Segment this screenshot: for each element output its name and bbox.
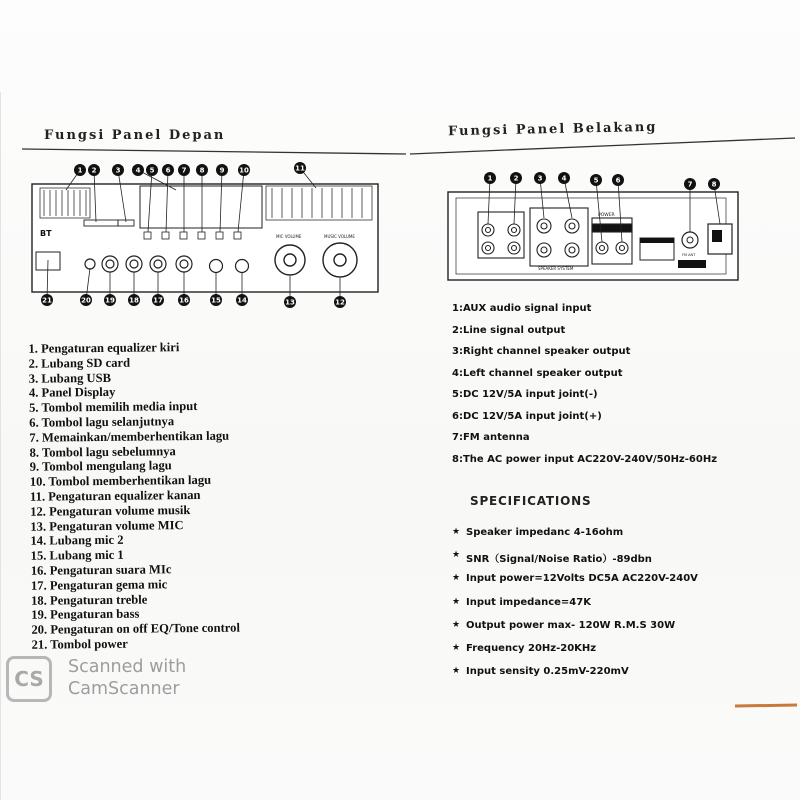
back-panel-diagram [442,168,782,298]
watermark-line-2: CamScanner [68,679,180,699]
mic-volume-label: MIC VOLUME [276,234,302,239]
back-legend-item: 6:DC 12V/5A input joint(+) [452,410,602,422]
back-panel-legend [452,303,772,475]
spec-item [452,643,782,666]
front-legend-item: 7. Memainkan/memberhentikan lagu [29,428,230,445]
callout-number: 11 [295,164,305,173]
callout-number: 19 [105,296,115,305]
star-bullet-icon: ★ [452,550,461,561]
back-legend-item: 5:DC 12V/5A input joint(-) [452,389,598,400]
front-legend-item: 12. Pengaturan volume musik [30,502,191,519]
star-bullet-icon: ★ [452,573,461,584]
callout-number: 2 [91,166,97,175]
callout-number: 10 [239,166,249,175]
callout-number: 9 [219,166,225,175]
callout-number: 5 [593,176,599,185]
front-legend-item: 21. Tombol power [31,636,128,652]
callout-number: 1 [77,166,83,175]
front-legend-item: 3. Lubang USB [28,370,112,386]
front-legend-item: 6. Tombol lagu selanjutnya [29,414,175,430]
front-legend-item: 1. Pengaturan equalizer kiri [28,340,180,356]
front-legend-item: 9. Tombol mengulang lagu [29,458,172,475]
spec-text: SNR（Signal/Noise Ratio）-89dbn [466,554,652,566]
camscanner-logo-icon: CS [6,656,52,702]
callout-number: 4 [561,174,567,183]
bt-logo: BT [40,229,52,238]
callout-number: 18 [129,296,139,305]
front-legend-item: 16. Pengaturan suara MIc [30,562,172,578]
callout-number: 1 [487,174,493,183]
spec-text: Speaker impedanc 4-16ohm [466,527,624,538]
front-legend-item: 2. Lubang SD card [28,355,131,371]
callout-number: 17 [153,296,163,305]
callout-number: 20 [81,296,91,305]
front-panel-diagram [26,160,386,310]
callout-number: 8 [199,166,205,175]
spec-text: Output power max- 120W R.M.S 30W [466,619,676,631]
spec-item [452,527,782,550]
back-legend-item: 2:Line signal output [452,324,566,336]
camscanner-watermark [6,654,216,706]
power-label: POWER [598,213,615,218]
back-legend-item: 8:The AC power input AC220V-240V/50Hz-60Hz [452,453,718,465]
callout-number: 15 [211,296,221,305]
front-legend-item: 8. Tombol lagu sebelumnya [29,443,176,460]
callout-number: 6 [165,166,171,175]
spec-item [452,666,782,689]
front-legend-item: 18. Pengaturan treble [31,592,148,608]
front-legend-item: 10. Tombol memberhentikan lagu [29,473,212,489]
specifications-heading: SPECIFICATIONS [470,494,592,508]
callout-number: 8 [711,180,717,189]
callout-number: 5 [149,166,155,175]
spec-item [452,550,782,573]
watermark-line-1: Scanned with [68,657,187,677]
spec-item [452,573,782,596]
callout-number: 4 [135,166,141,175]
callout-number: 6 [615,176,621,185]
music-volume-label: MUSIC VOLUME [324,234,355,239]
spec-item [452,620,782,643]
fm-ant-label: FM ANT [682,253,696,257]
star-bullet-icon: ★ [452,619,461,630]
watermark-text [68,656,186,700]
callout-number: 7 [181,166,187,175]
spec-text: Input power=12Volts DC5A AC220V-240V [466,573,698,585]
back-panel-title: Fungsi Panel Belakang [447,119,658,140]
back-legend-item: 4:Left channel speaker output [452,367,623,379]
callout-number: 3 [537,174,543,183]
star-bullet-icon: ★ [452,642,461,653]
front-panel-legend [28,338,361,652]
callout-number: 7 [687,180,693,189]
front-legend-item: 4. Panel Display [28,385,116,401]
back-legend-item: 1:AUX audio signal input [452,303,592,314]
back-legend-item: 7:FM antenna [452,432,530,443]
spec-text: Input sensity 0.25mV-220mV [466,666,629,678]
callout-number: 21 [42,296,52,305]
front-legend-item: 14. Lubang mic 2 [30,533,124,549]
front-panel-title: Fungsi Panel Depan [44,128,226,143]
star-bullet-icon: ★ [452,527,461,537]
callout-number: 12 [335,298,345,307]
callout-number: 13 [285,298,295,307]
front-legend-item: 5. Tombol memilih media input [29,399,198,415]
spec-text: Input impedance=47K [466,596,591,608]
callout-number: 16 [179,296,189,305]
callout-number: 2 [513,174,519,183]
front-legend-item: 20. Pengaturan on off EQ/Tone control [31,620,240,637]
speaker-system-label: SPEAKER SYSTEM [538,266,574,271]
spec-text: Frequency 20Hz-20KHz [466,642,597,654]
specifications-list [452,527,782,689]
front-legend-item: 11. Pengaturan equalizer kanan [29,487,201,504]
front-legend-item: 13. Pengaturan volume MIC [30,517,184,534]
callout-number: 14 [237,296,247,305]
star-bullet-icon: ★ [452,666,461,677]
front-legend-item: 17. Pengaturan gema mic [30,577,168,593]
spec-item [452,597,782,620]
callout-number: 3 [115,166,121,175]
star-bullet-icon: ★ [452,596,461,607]
front-legend-item: 19. Pengaturan bass [31,606,140,623]
back-legend-item: 3:Right channel speaker output [452,346,631,357]
front-legend-item: 15. Lubang mic 1 [30,547,124,563]
